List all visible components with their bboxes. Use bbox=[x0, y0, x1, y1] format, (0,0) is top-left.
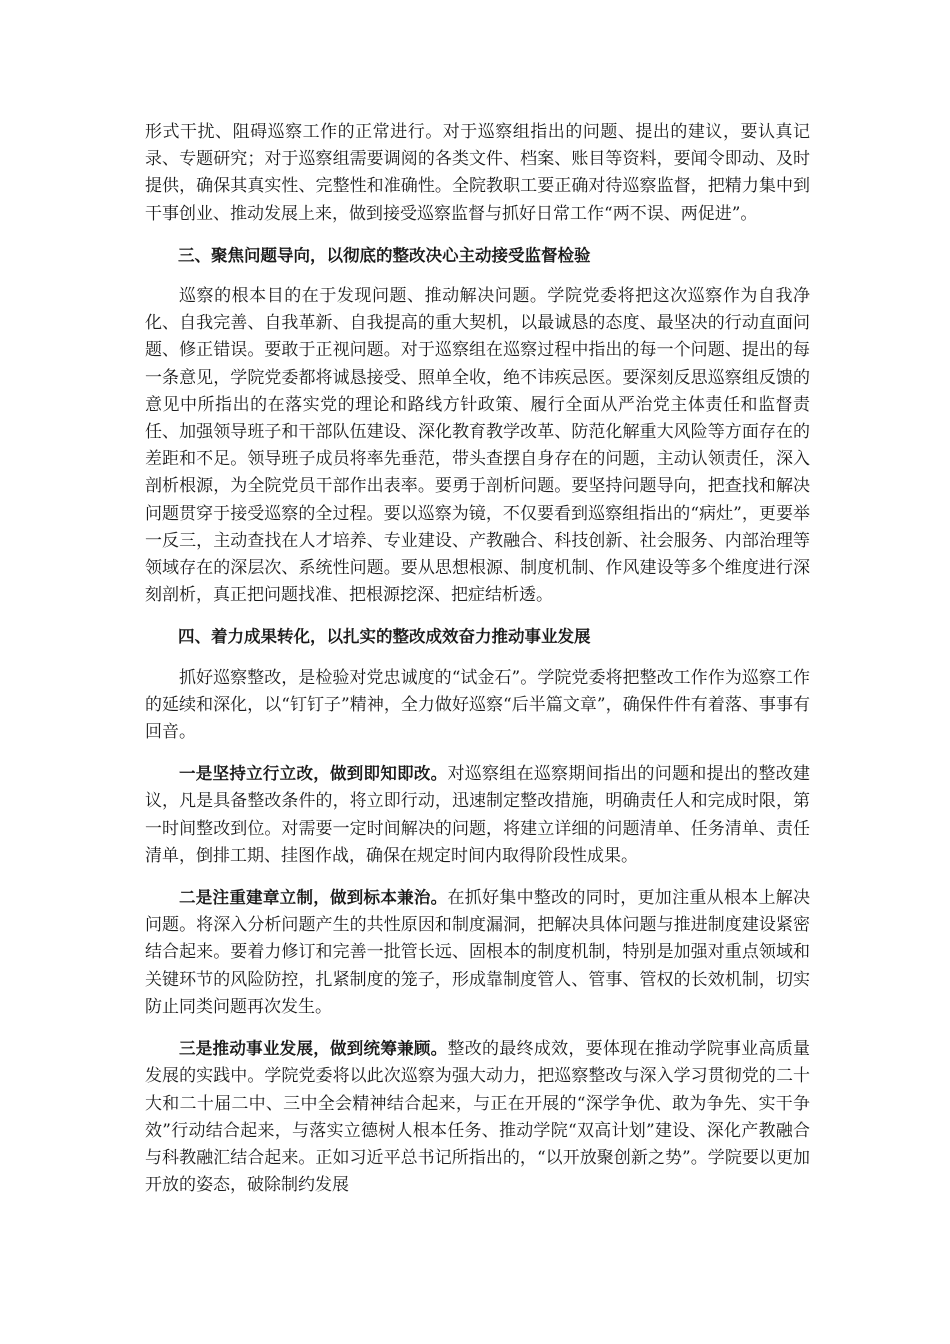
list-item-1-lead: 一是坚持立行立改，做到即知即改。 bbox=[179, 764, 448, 784]
paragraph-problem-orientation: 巡察的根本目的在于发现问题、推动解决问题。学院党委将把这次巡察作为自我净化、自我完善、自我革新、自我提高的重大契机，以最诚恳的态度、最坚决的行动直面问题、修正错误。要敢于正视问题。对于巡察组在巡察过程中指出的每一个问题、提出的每一条意见，学院党委都将诚恳接受、照单全收，绝不讳疾忌医。要深刻反思巡察组反馈的意见中所指出的在落实党的理论和路线方针政策、履行全面从严治党主体责任和监督责任、加强领导班子和干部队伍建设、深化教育教学改革、防范化解重大风险等方面存在的差距和不足。领导班子成员将率先垂范，带头查摆自身存在的问题，主动认领责任，深入剖析根源，为全院党员干部作出表率。要勇于剖析问题。要坚持问题导向，把查找和解决问题贯穿于接受巡察的全过程。要以巡察为镜，不仅要看到巡察组指出的“病灶”，更要举一反三，主动查找在人才培养、专业建设、产教融合、科技创新、社会服务、内部治理等领域存在的深层次、系统性问题。要从思想根源、制度机制、作风建设等多个维度进行深刻剖析，真正把问题找准、把根源挖深、把症结析透。 bbox=[145, 286, 810, 606]
list-item-1 bbox=[145, 760, 810, 870]
list-item-3-body: 整改的最终成效，要体现在推动学院事业高质量发展的实践中。学院党委将以此次巡察为强大动力，把巡察整改与深入学习贯彻党的二十大和二十届二中、三中全会精神结合起来，与正在开展的“深学争优、敢为争先、实干争效”行动结合起来，与落实立德树人根本任务、推动学院“双高计划”建设、深化产教融合与科教融汇结合起来。正如习近平总书记所指出的，“以开放聚创新之势”。学院要以更加开放的姿态，破除制约发展 bbox=[145, 1039, 811, 1196]
list-item-3 bbox=[145, 1035, 810, 1199]
list-item-2 bbox=[145, 884, 810, 1021]
list-item-2-lead: 二是注重建章立制，做到标本兼治。 bbox=[179, 888, 448, 908]
document-page bbox=[145, 119, 810, 1213]
paragraph-rectification-intro: 抓好巡察整改，是检验对党忠诚度的“试金石”。学院党委将把整改工作作为巡察工作的延续和深化，以“钉钉子”精神，全力做好巡察“后半篇文章”，确保件件有着落、事事有回音。 bbox=[145, 667, 810, 743]
section-heading-4: 四、着力成果转化，以扎实的整改成效奋力推动事业发展 bbox=[178, 627, 591, 647]
list-item-2-body: 在抓好集中整改的同时，更加注重从根本上解决问题。将深入分析问题产生的共性原因和制度漏洞，把解决具体问题与推进制度建设紧密结合起来。要着力修订和完善一批管长远、固根本的制度机制，特别是加强对重点领域和关键环节的风险防控，扎紧制度的笼子，形成靠制度管人、管事、管权的长效机制，切实防止同类问题再次发生。 bbox=[145, 888, 811, 1017]
list-item-1-body: 对巡察组在巡察期间指出的问题和提出的整改建议，凡是具备整改条件的，将立即行动，迅速制定整改措施，明确责任人和完成时限，第一时间整改到位。对需要一定时间解决的问题，将建立详细的问题清单、任务清单、责任清单，倒排工期、挂图作战，确保在规定时间内取得阶段性成果。 bbox=[145, 764, 811, 866]
list-item-3-lead: 三是推动事业发展，做到统筹兼顾。 bbox=[179, 1039, 448, 1059]
paragraph-continued: 形式干扰、阻碍巡察工作的正常进行。对于巡察组指出的问题、提出的建议，要认真记录、专题研究；对于巡察组需要调阅的各类文件、档案、账目等资料，要闻令即动、及时提供，确保其真实性、完整性和准确性。全院教职工要正确对待巡察监督，把精力集中到干事创业、推动发展上来，做到接受巡察监督与抓好日常工作“两不误、两促进”。 bbox=[145, 122, 810, 224]
section-heading-3: 三、聚焦问题导向，以彻底的整改决心主动接受监督检验 bbox=[178, 245, 591, 265]
